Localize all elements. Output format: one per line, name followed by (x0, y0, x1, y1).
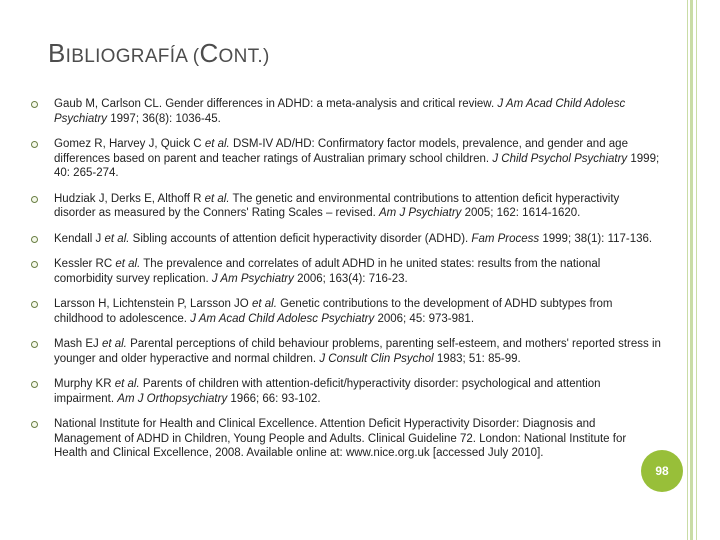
ref-title: The prevalence and correlates of adult ADHD in he united states: results from the national comorbidity survey replication. (54, 258, 601, 285)
ref-citation: 2006; 45: 973-981. (374, 312, 475, 325)
ref-etal: et al. (104, 232, 130, 245)
reference-item (31, 377, 661, 406)
right-rule-inner (687, 0, 688, 540)
ref-authors: Kendall J (54, 232, 105, 245)
ref-journal: J Consult Clin Psychol (319, 352, 434, 365)
ref-authors: Mash EJ (54, 338, 102, 350)
bullet-icon (31, 196, 38, 203)
ref-citation: 2006; 163(4): 716-23. (293, 272, 408, 285)
title-cont-first-letter: C (199, 38, 219, 68)
reference-item (31, 337, 661, 366)
slide-title (48, 33, 270, 70)
ref-citation: 1983; 51: 85-99. (433, 352, 521, 365)
ref-journal: Fam Process (471, 232, 540, 245)
title-first-letter: B (48, 38, 66, 68)
ref-citation: 1966; 66: 93-102. (227, 392, 321, 405)
right-rule-outer (696, 0, 697, 540)
ref-authors: Hudziak J, Derks E, Althoff R (54, 192, 205, 205)
bullet-icon (31, 341, 38, 348)
bullet-icon (31, 301, 38, 308)
ref-etal: et al. (115, 258, 141, 270)
bullet-icon (31, 141, 38, 148)
ref-authors: Gomez R, Harvey J, Quick C (54, 138, 205, 150)
ref-title: Genetic contributions to the development of ADHD subtypes from childhood to adolescence. (54, 298, 613, 325)
ref-etal: et al. (101, 338, 127, 350)
ref-journal: Am J Orthopsychiatry (117, 392, 228, 405)
reference-item (31, 192, 661, 221)
ref-title: The genetic and environmental contributions to attention deficit hyperactivity disorder as measured by the Conners' Rating Scales – revised. (54, 192, 620, 219)
page-number: 98 (655, 464, 669, 478)
title-word: IBLIOGRAFÍA (65, 46, 188, 67)
right-rule-thick (690, 0, 693, 540)
ref-journal: J Am Acad Child Adolesc Psychiatry (190, 312, 375, 325)
ref-etal: et al. (114, 378, 140, 390)
ref-journal: J Child Psychol Psychiatry (492, 152, 628, 165)
title-cont-rest: ONT.) (218, 46, 270, 67)
ref-full-text: National Institute for Health and Clinical Excellence. Attention Deficit Hyperactivity Disorder: Diagnosis and Management of ADHD in Children, Young People and Adults. Clinical Guideline 72. London: National Institute for Health and Clinical Excellence, 2008. Available online at: www.nice.org.uk [accessed July 2010]. (54, 418, 627, 459)
ref-authors-title: Gaub M, Carlson CL. Gender differences in ADHD: a meta-analysis and critical review. (54, 98, 498, 110)
reference-list (31, 97, 661, 472)
ref-authors: Murphy KR (54, 378, 115, 390)
ref-citation: 2005; 162: 1614-1620. (461, 207, 581, 219)
bullet-icon (31, 236, 38, 243)
reference-item (31, 417, 661, 461)
ref-journal: J Am Psychiatry (211, 272, 294, 285)
ref-citation: 1997; 36(8): 1036-45. (107, 112, 221, 125)
bullet-icon (31, 381, 38, 388)
ref-title: DSM-IV AD/HD: Confirmatory factor models, prevalence, and gender and age differences based on parent and teacher ratings of Australian primary school children. (54, 138, 628, 165)
ref-citation: 1999; 38(1): 117-136. (539, 232, 653, 245)
reference-item (31, 97, 661, 126)
page-number-badge (641, 450, 683, 492)
bullet-icon (31, 421, 38, 428)
reference-item (31, 137, 661, 181)
ref-journal: Am J Psychiatry (379, 207, 462, 219)
ref-title: Parents of children with attention-deficit/hyperactivity disorder: psychological and attention impairment. (54, 378, 601, 405)
reference-item (31, 232, 661, 247)
ref-authors: Larsson H, Lichtenstein P, Larsson JO (54, 298, 252, 310)
bullet-icon (31, 101, 38, 108)
ref-citation: 1999; 40: 265-274. (54, 152, 660, 179)
ref-etal: et al. (204, 138, 230, 150)
ref-authors: Kessler RC (54, 258, 116, 270)
title-paren-open: ( (187, 46, 200, 67)
reference-item (31, 257, 661, 286)
ref-title: Parental perceptions of child behaviour problems, parenting self-esteem, and mothers' reported stress in younger and older hyperactive and normal children. (54, 338, 661, 365)
ref-journal: J Am Acad Child Adolesc Psychiatry (54, 98, 626, 125)
reference-item (31, 297, 661, 326)
ref-etal: et al. (204, 192, 230, 205)
bullet-icon (31, 261, 38, 268)
ref-etal: et al. (251, 298, 277, 310)
ref-title: Sibling accounts of attention deficit hyperactivity disorder (ADHD). (129, 232, 472, 245)
